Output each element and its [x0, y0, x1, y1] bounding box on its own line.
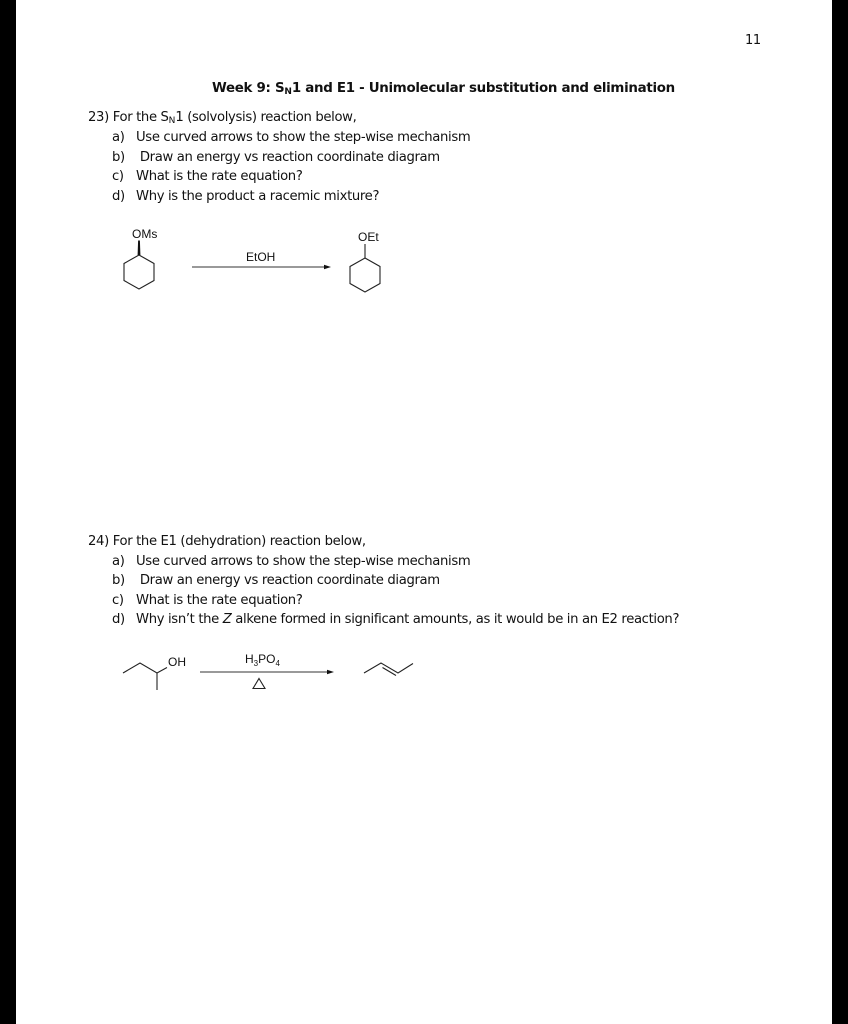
reagent-part: PO	[258, 652, 276, 666]
reagent-part: H	[245, 652, 254, 666]
reagent-subscript: 4	[275, 659, 280, 668]
item-letter: c)	[112, 169, 124, 184]
item-letter: b)	[112, 573, 125, 588]
item-letter: b)	[112, 150, 125, 165]
item-text-suffix: alkene formed in significant amounts, as it would be in an E2 reaction?	[231, 612, 680, 627]
item-text: Use curved arrows to show the step-wise mechanism	[136, 554, 471, 569]
q23-intro-suffix: 1 (solvolysis) reaction below,	[175, 110, 357, 125]
item-letter: d)	[112, 612, 125, 627]
butanol-structure-icon	[123, 663, 167, 690]
item-text: What is the rate equation?	[136, 593, 303, 608]
item-text: What is the rate equation?	[136, 169, 303, 184]
reagent-subscript: 3	[253, 659, 259, 668]
item-text: Why isn’t the	[136, 612, 223, 627]
q24-item-b	[112, 573, 440, 588]
q23-subscript: N	[168, 116, 176, 126]
title-text: Week 9: S	[212, 81, 285, 96]
item-letter: c)	[112, 593, 124, 608]
reaction-arrow-icon	[192, 265, 331, 269]
title-text-suffix: 1 and E1 - Unimolecular substitution and elimination	[291, 81, 675, 96]
item-text: Draw an energy vs reaction coordinate diagram	[136, 150, 440, 165]
trans-2-butene-structure-icon	[364, 663, 413, 676]
reactant-leaving-group-label: OMs	[132, 227, 158, 241]
item-text: Use curved arrows to show the step-wise mechanism	[136, 130, 471, 145]
q23-intro-text: 23) For the S	[88, 110, 169, 125]
q24-item-a	[112, 554, 470, 569]
item-letter: d)	[112, 189, 125, 204]
reagent-label	[245, 652, 280, 668]
reaction-arrow-icon	[200, 670, 334, 674]
wedge-bond-icon	[138, 241, 141, 256]
cyclohexane-reactant-icon	[124, 255, 154, 289]
hydroxyl-group-label: OH	[168, 655, 186, 669]
q24-item-c	[112, 593, 302, 608]
title-subscript: N	[284, 87, 292, 97]
product-group-label: OEt	[358, 230, 379, 244]
item-italic-z: Z	[222, 612, 232, 627]
q24-item-d	[112, 612, 679, 627]
item-text: Why is the product a racemic mixture?	[136, 189, 380, 204]
item-letter: a)	[112, 130, 125, 145]
page-number: 11	[745, 33, 761, 48]
item-letter: a)	[112, 554, 125, 569]
reagent-label: EtOH	[246, 250, 276, 264]
item-text: Draw an energy vs reaction coordinate diagram	[136, 573, 440, 588]
heat-triangle-icon	[253, 679, 265, 689]
cyclohexane-product-icon	[350, 244, 380, 292]
q24-intro: 24) For the E1 (dehydration) reaction below,	[88, 534, 366, 549]
